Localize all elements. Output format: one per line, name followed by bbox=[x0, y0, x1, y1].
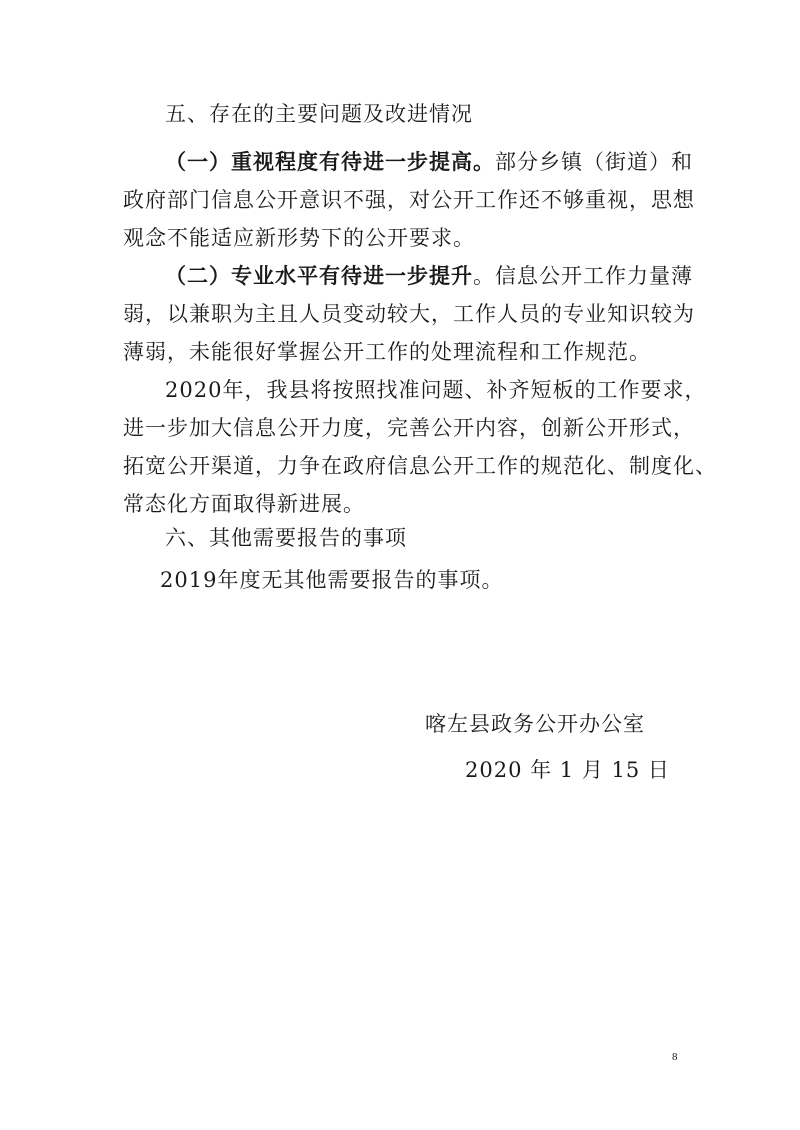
problem-2-title: （二）专业水平有待进一步提升 bbox=[165, 263, 473, 288]
problem-2-line-1 bbox=[165, 258, 693, 294]
problem-1-line-3: 观念不能适应新形势下的公开要求。 bbox=[123, 226, 475, 250]
problem-1-title: （一）重视程度有待进一步提高。 bbox=[165, 149, 495, 174]
section-6-heading: 六、其他需要报告的事项 bbox=[165, 526, 407, 550]
section-5-heading: 五、存在的主要问题及改进情况 bbox=[165, 102, 473, 126]
page-number: 8 bbox=[672, 1051, 678, 1063]
problem-2-line-3: 薄弱，未能很好掌握公开工作的处理流程和工作规范。 bbox=[123, 340, 651, 364]
signature-organization: 喀左县政务公开办公室 bbox=[425, 712, 645, 736]
problem-1-text-start: 部分乡镇（街道）和 bbox=[495, 150, 693, 174]
plan-line-1: 2020年，我县将按照找准问题、补齐短板的工作要求， bbox=[165, 378, 707, 402]
signature-date: 2020 年 1 月 15 日 bbox=[465, 758, 670, 782]
plan-line-2: 进一步加大信息公开力度，完善公开内容，创新公开形式， bbox=[123, 416, 695, 440]
problem-2-text-start: 。信息公开工作力量薄 bbox=[473, 264, 693, 288]
problem-1-line-2: 政府部门信息公开意识不强，对公开工作还不够重视，思想 bbox=[123, 188, 695, 212]
problem-2-line-2: 弱，以兼职为主且人员变动较大，工作人员的专业知识较为 bbox=[123, 302, 695, 326]
problem-1-line-1 bbox=[165, 144, 693, 180]
plan-line-4: 常态化方面取得新进展。 bbox=[123, 492, 365, 516]
section-6-body: 2019年度无其他需要报告的事项。 bbox=[160, 568, 504, 592]
plan-line-3: 拓宽公开渠道，力争在政府信息公开工作的规范化、制度化、 bbox=[123, 454, 717, 478]
